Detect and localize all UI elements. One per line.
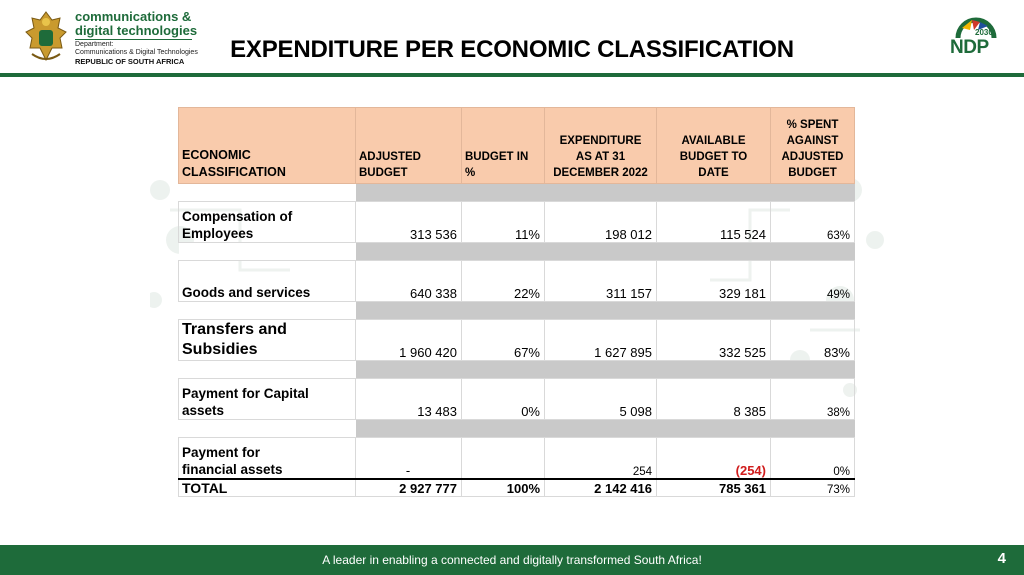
header-percent-spent (771, 108, 855, 184)
header-divider (0, 73, 1024, 77)
separator-row (179, 243, 855, 261)
department-name-line-1: communications & (75, 9, 192, 24)
cell-budget-percent (462, 438, 545, 480)
header-text: EXPENDITURE (559, 135, 642, 147)
cell-available: 329 181 (657, 261, 771, 302)
page-number: 4 (997, 550, 1006, 567)
table-row (179, 379, 855, 420)
table-row (179, 261, 855, 302)
table-row (179, 320, 855, 361)
department-full-name: Communications & Digital Technologies (75, 49, 198, 56)
separator-row (179, 184, 855, 202)
separator-row (179, 361, 855, 379)
cell-percent-spent: 0% (771, 438, 855, 480)
row-label-line: Goods and services (182, 285, 311, 300)
cell-percent-spent: 63% (771, 202, 855, 243)
header-budget-percent (462, 108, 545, 184)
total-expenditure: 2 142 416 (545, 479, 657, 497)
header-text: BUDGET TO (679, 151, 748, 163)
total-row (179, 479, 855, 497)
cell-budget-percent: 22% (462, 261, 545, 302)
total-adjusted-budget: 2 927 777 (356, 479, 462, 497)
cell-expenditure: 254 (545, 438, 657, 480)
total-budget-percent: 100% (462, 479, 545, 497)
cell-expenditure: 5 098 (545, 379, 657, 420)
separator-row (179, 302, 855, 320)
row-label-line: Payment for Capital (182, 386, 309, 401)
cell-expenditure: 311 157 (545, 261, 657, 302)
cell-available: 115 524 (657, 202, 771, 243)
header-text: DATE (698, 167, 729, 179)
cell-budget-percent: 67% (462, 320, 545, 361)
page-title: EXPENDITURE PER ECONOMIC CLASSIFICATION (230, 36, 794, 63)
cell-budget-percent: 11% (462, 202, 545, 243)
header-text: BUDGET IN (465, 151, 529, 163)
row-label (179, 379, 356, 420)
row-label-line: Transfers and (182, 321, 287, 338)
row-label (179, 438, 356, 480)
row-label-line: Payment for (182, 445, 261, 460)
total-label: TOTAL (179, 479, 356, 497)
ndp-logo (946, 14, 1006, 64)
row-label (179, 320, 356, 361)
header-text: AGAINST (786, 135, 839, 147)
header-text: BUDGET (359, 167, 408, 179)
cell-available: 8 385 (657, 379, 771, 420)
department-label: Department: (75, 41, 114, 48)
footer-bar (0, 545, 1024, 575)
row-label (179, 261, 356, 302)
row-label-line: financial assets (182, 462, 283, 477)
ndp-text: NDP (950, 37, 989, 58)
row-label-line: Employees (182, 226, 254, 241)
separator-row (179, 420, 855, 438)
department-name (75, 10, 205, 38)
ndp-year: 2030 (975, 28, 993, 37)
row-label-line: assets (182, 403, 225, 418)
header-text: ADJUSTED (359, 151, 421, 163)
republic-label: REPUBLIC OF SOUTH AFRICA (75, 57, 185, 66)
cell-adjusted-budget: 1 960 420 (356, 320, 462, 361)
header-text: AVAILABLE (681, 135, 746, 147)
row-label-line: Subsidies (182, 341, 258, 358)
header-text: AS AT 31 (575, 151, 626, 163)
cell-percent-spent: 83% (771, 320, 855, 361)
total-percent-spent: 73% (771, 479, 855, 497)
header-text: % (465, 167, 476, 179)
header-expenditure (545, 108, 657, 184)
header-text: % SPENT (786, 119, 839, 131)
cell-adjusted-budget: 13 483 (356, 379, 462, 420)
footer-tagline: A leader in enabling a connected and digitally transformed South Africa! (322, 553, 702, 567)
row-label (179, 202, 356, 243)
cell-budget-percent: 0% (462, 379, 545, 420)
header-text: BUDGET (788, 167, 837, 179)
table-header-row (179, 108, 855, 184)
header-text: CLASSIFICATION (182, 165, 286, 179)
header-text: ADJUSTED (781, 151, 844, 163)
table-row (179, 438, 855, 480)
cell-adjusted-budget: - (356, 438, 462, 480)
table-row (179, 202, 855, 243)
department-name-line-2: digital technologies (75, 23, 198, 38)
cell-expenditure: 198 012 (545, 202, 657, 243)
total-available: 785 361 (657, 479, 771, 497)
header-economic-classification (179, 108, 356, 184)
expenditure-table (178, 107, 855, 497)
cell-percent-spent: 38% (771, 379, 855, 420)
cell-available: 332 525 (657, 320, 771, 361)
cell-expenditure: 1 627 895 (545, 320, 657, 361)
cell-adjusted-budget: 313 536 (356, 202, 462, 243)
cell-adjusted-budget: 640 338 (356, 261, 462, 302)
cell-available-negative: (254) (657, 438, 771, 480)
row-label-line: Compensation of (182, 209, 293, 224)
cell-percent-spent: 49% (771, 261, 855, 302)
header-available-budget (657, 108, 771, 184)
header-text: ECONOMIC (182, 148, 251, 162)
header-adjusted-budget (356, 108, 462, 184)
header-text: DECEMBER 2022 (553, 167, 648, 179)
